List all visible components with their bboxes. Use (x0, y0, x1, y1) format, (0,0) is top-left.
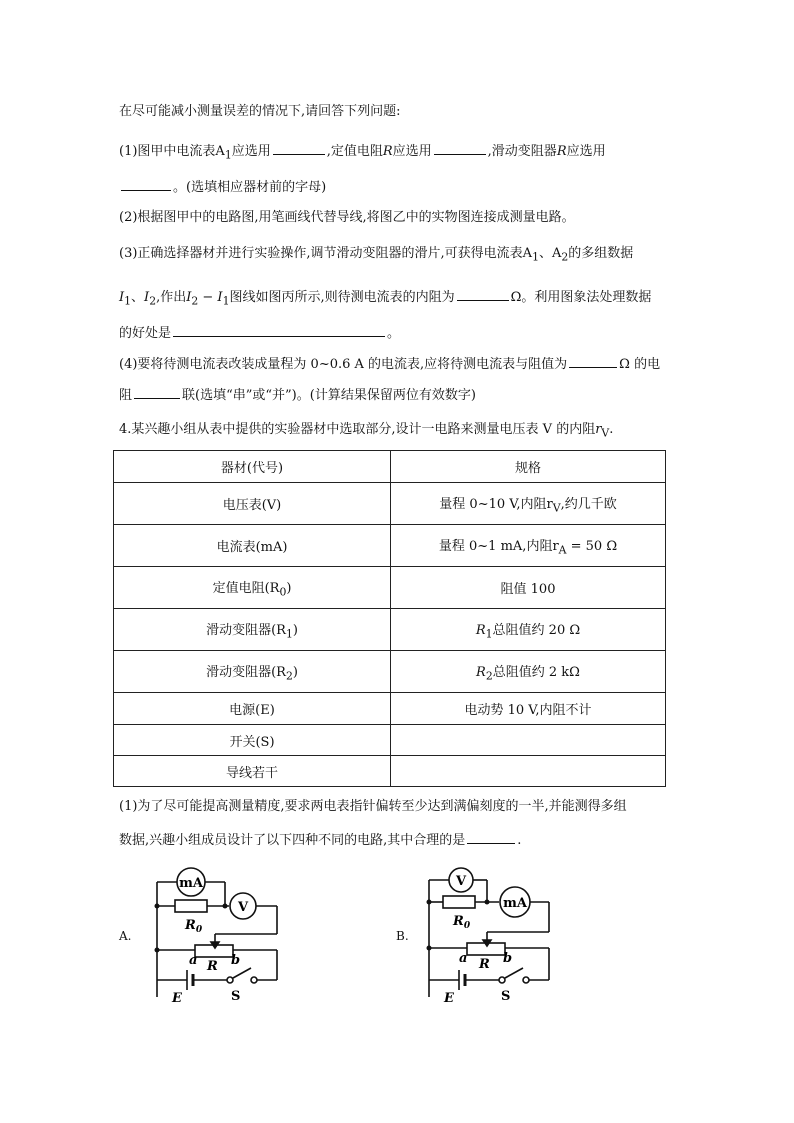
q3-text-b: 的多组数据 (568, 246, 634, 261)
terminal-b-label: b (231, 953, 241, 968)
circuit-a-diagram (145, 862, 295, 1007)
table-row (114, 651, 666, 693)
table-header-cell: 器材(代号) (114, 451, 391, 483)
switch-label: S (501, 989, 511, 1004)
table-row (114, 693, 666, 725)
terminal-a-label: a (459, 951, 468, 966)
answer-blank-connection[interactable] (134, 385, 180, 399)
table-row (114, 525, 666, 567)
q1-text-d: 应选用 (392, 144, 432, 159)
table-cell: 滑动变阻器$(R_2)$ (114, 651, 391, 693)
table-cell: 量程 0~1 mA,内阻$r_A = 50$ Ω (391, 525, 666, 567)
q3-sub-2: 2 (561, 250, 569, 264)
table-cell: 电源(E) (114, 693, 391, 725)
q3-text-d: 图线如图丙所示,则待测电流表的内阻为 (229, 290, 455, 305)
battery-label: E (172, 991, 182, 1006)
answer-blank-ammeter[interactable] (273, 141, 325, 155)
table-cell: 量程 0~10 V,内阻$r_V$,约几千欧 (391, 483, 666, 525)
milliammeter-label: mA (179, 876, 203, 891)
answer-blank-circuit-choice[interactable] (467, 830, 515, 844)
rheostat-label: R (207, 959, 218, 974)
q1-var-r: R (382, 144, 393, 159)
p4-r-sub: V (601, 426, 610, 440)
battery-label: E (444, 991, 454, 1006)
circuit-b-diagram (417, 862, 567, 1007)
table-header-cell: 规格 (391, 451, 666, 483)
q1-text-f: 应选用 (566, 144, 606, 159)
table-cell (391, 725, 666, 756)
problem-4-intro (119, 421, 613, 443)
terminal-a-label: a (189, 953, 198, 968)
intro-text: 在尽可能减小测量误差的情况下,请回答下列问题: (119, 104, 401, 119)
q3-g2: I (217, 290, 223, 305)
answer-blank-resistance-value[interactable] (569, 354, 617, 368)
q3-i2-sub: 2 (149, 294, 157, 308)
answer-blank-graph-advantage[interactable] (173, 323, 385, 337)
voltmeter-label: V (237, 900, 249, 915)
circuit-b-option-label: B. (396, 929, 409, 943)
q1-sub: 1 (224, 148, 232, 162)
q3-dash: − (198, 290, 218, 305)
milliammeter-label: mA (503, 896, 527, 911)
table-cell: 电动势 10 V,内阻不计 (391, 693, 666, 725)
answer-blank-internal-resistance[interactable] (457, 287, 509, 301)
q4-text-d: 联(选填“串”或“并”)。(计算结果保留两位有效数字) (182, 388, 476, 403)
q3-i1: I (119, 290, 125, 305)
q4-text-b: Ω 的电 (619, 357, 661, 372)
table-cell: 开关(S) (114, 725, 391, 756)
table-header-row (114, 451, 666, 483)
table-cell: 电流表(mA) (114, 525, 391, 567)
answer-blank-fixed-resistor[interactable] (434, 141, 486, 155)
answer-blank-rheostat[interactable] (121, 177, 171, 191)
q3-g1: I (186, 290, 192, 305)
q4-text-a: (4)要将待测电流表改装成量程为 0~0.6 A 的电流表,应将待测电流表与阻值为 (119, 357, 568, 372)
equipment-table (113, 450, 666, 787)
p4-r: r (595, 422, 602, 437)
q1-text-e: ,滑动变阻器 (487, 144, 557, 159)
q3-text-e: Ω。利用图象法处理数据 (510, 290, 652, 305)
table-row (114, 609, 666, 651)
q41-text: 数据,兴趣小组成员设计了以下四种不同的电路,其中合理的是 (119, 833, 466, 848)
question-3-line-1 (119, 245, 633, 267)
question-3-line-3 (119, 323, 400, 343)
p4-end: . (609, 422, 614, 437)
q3-text-c: ,作出 (156, 290, 187, 305)
q41-end: . (517, 833, 522, 848)
q3-comma: 、 (131, 290, 145, 305)
q3-sep: 、A (538, 246, 562, 261)
p4-text: 4.某兴趣小组从表中提供的实验器材中选取部分,设计一电路来测量电压表 V 的内阻 (119, 422, 596, 437)
q3-i2: I (144, 290, 150, 305)
circuit-a-option-label: A. (119, 929, 132, 943)
table-cell (391, 756, 666, 787)
table-cell: 电压表(V) (114, 483, 391, 525)
terminal-b-label: b (503, 951, 513, 966)
question-1-line-2 (119, 177, 326, 197)
r0-label: $R_0$ (453, 914, 471, 931)
q3-g2-sub: 1 (222, 294, 230, 308)
q1-var-r2: R (556, 144, 567, 159)
table-cell: 定值电阻$(R_0)$ (114, 567, 391, 609)
table-row (114, 756, 666, 787)
rheostat-label: R (479, 957, 490, 972)
table-cell: $R_2$总阻值约 2 kΩ (391, 651, 666, 693)
q3-i1-sub: 1 (124, 294, 132, 308)
q4-text-c: 阻 (119, 388, 133, 403)
q3-text-f: 的好处是 (119, 326, 172, 341)
sub-question-1-line-1: (1)为了尽可能提高测量精度,要求两电表指针偏转至少达到满偏刻度的一半,并能测得多组 (119, 799, 627, 814)
q1-text-g: 。(选填相应器材前的字母) (173, 180, 327, 195)
q3-text-a: (3)正确选择器材并进行实验操作,调节滑动变阻器的滑片,可获得电流表A (119, 246, 533, 261)
sub-question-1-line-2 (119, 830, 521, 850)
table-cell: 导线若干 (114, 756, 391, 787)
question-4-line-2 (119, 385, 476, 405)
question-2: (2)根据图甲中的电路图,用笔画线代替导线,将图乙中的实物图连接成测量电路。 (119, 210, 575, 225)
q3-sub-1: 1 (532, 250, 539, 264)
table-row (114, 567, 666, 609)
voltmeter-label: V (455, 874, 467, 889)
question-1-line-1 (119, 141, 606, 165)
table-cell: 阻值 100 (391, 567, 666, 609)
switch-label: S (231, 989, 241, 1004)
q1-text-b: 应选用 (231, 144, 271, 159)
q1-text-c: ,定值电阻 (326, 144, 383, 159)
table-row (114, 483, 666, 525)
table-cell: 滑动变阻器$(R_1)$ (114, 609, 391, 651)
table-row (114, 725, 666, 756)
r0-label: $R_0$ (185, 918, 203, 935)
question-4-line-1 (119, 354, 660, 374)
q3-g1-sub: 2 (191, 294, 199, 308)
q3-text-g: 。 (387, 326, 401, 341)
q1-text-a: (1)图甲中电流表A (119, 144, 225, 159)
question-3-line-2 (119, 287, 651, 311)
table-cell: $R_1$总阻值约 20 Ω (391, 609, 666, 651)
